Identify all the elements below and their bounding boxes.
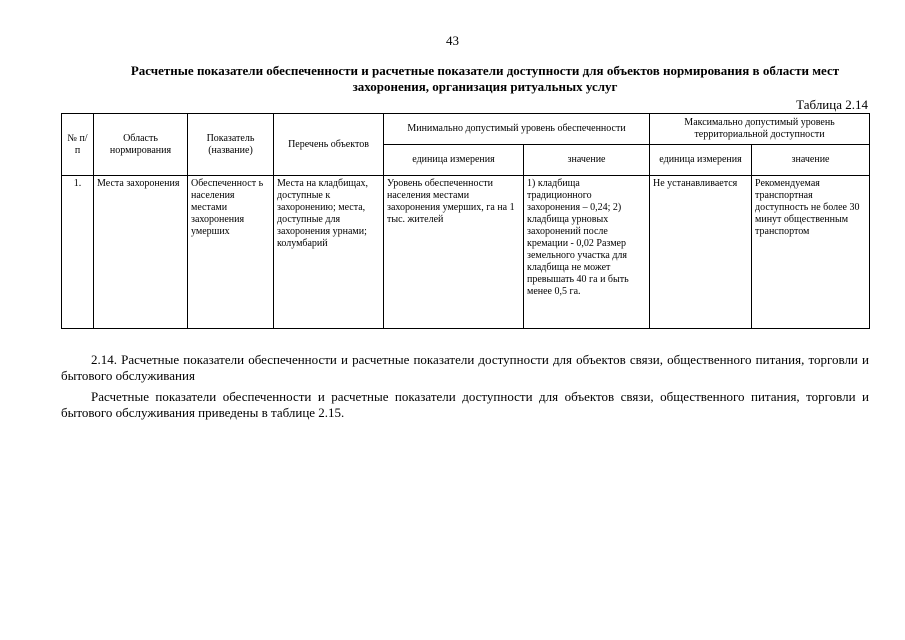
header-min-level: Минимально допустимый уровень обеспеченности <box>384 114 650 145</box>
body-paragraph: Расчетные показатели обеспеченности и расчетные показатели доступности для объектов связи, общественного питания, торговли и бытового обслуживания приведены в таблице 2.15. <box>61 389 869 420</box>
table-row <box>62 176 870 329</box>
cell-num: 1. <box>62 176 94 329</box>
header-value: значение <box>524 145 650 176</box>
cell-area: Места захоронения <box>94 176 188 329</box>
header-area: Область нормирования <box>94 114 188 176</box>
header-unit-2: единица измерения <box>650 145 752 176</box>
cell-max-value: Рекомендуемая транспортная доступность не более 30 минут общественным транспортом <box>752 176 870 329</box>
header-num: № п/п <box>62 114 94 176</box>
table-header-row <box>62 114 870 145</box>
cell-min-value: 1) кладбища традиционного захоронения – 0,24; 2) кладбища урновых захоронений после кремации - 0,02 Размер земельного участка для кладбища не может превышать 40 га и быть менее 0,5 га. <box>524 176 650 329</box>
document-title: Расчетные показатели обеспеченности и расчетные показатели доступности для объектов нормирования в области мест захоронения, организация ритуальных услуг <box>130 63 840 94</box>
norms-table <box>61 113 870 329</box>
cell-min-unit: Уровень обеспеченности населения местами захоронения умерших, га на 1 тыс. жителей <box>384 176 524 329</box>
section-heading-paragraph: 2.14. Расчетные показатели обеспеченности и расчетные показатели доступности для объектов связи, общественного питания, торговли и бытового обслуживания <box>61 352 869 383</box>
header-objects: Перечень объектов <box>274 114 384 176</box>
header-indicator: Показатель (название) <box>188 114 274 176</box>
page-number: 43 <box>446 33 459 48</box>
header-value-2: значение <box>752 145 870 176</box>
cell-max-unit: Не устанавливается <box>650 176 752 329</box>
header-max-access: Максимально допустимый уровень территориальной доступности <box>650 114 870 145</box>
cell-indicator: Обеспеченност ь населения местами захоронения умерших <box>188 176 274 329</box>
cell-objects: Места на кладбищах, доступные к захоронению; места, доступные для захоронения урнами; колумбарий <box>274 176 384 329</box>
header-unit: единица измерения <box>384 145 524 176</box>
table-label: Таблица 2.14 <box>796 97 868 112</box>
